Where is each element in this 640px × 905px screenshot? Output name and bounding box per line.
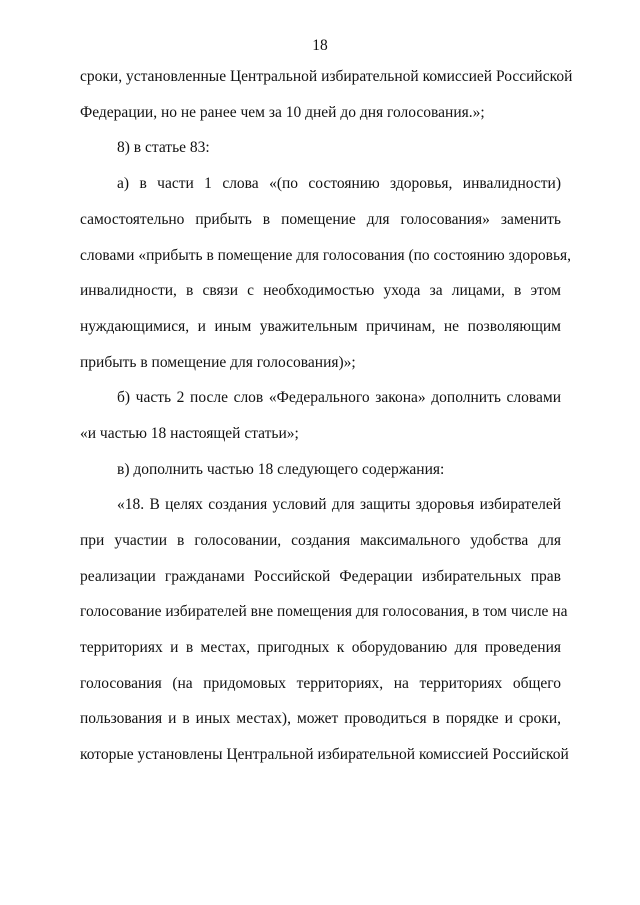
text-line-16: голосование избирателей вне помещения для голосования, в том числе на — [80, 603, 568, 620]
text-line-6: словами «прибыть в помещение для голосования (по состоянию здоровья, — [80, 247, 572, 264]
text-line-18: голосования (на придомовых территориях, на территориях общего — [80, 675, 561, 692]
text-line-2: Федерации, но не ранее чем за 10 дней до дня голосования.»; — [80, 104, 485, 121]
text-line-19: пользования и в иных местах), может проводиться в порядке и сроки, — [80, 710, 561, 727]
item-8-heading: 8) в статье 83: — [117, 139, 210, 156]
text-line-15: реализации гражданами Российской Федерации избирательных прав — [80, 568, 561, 585]
text-line-12: в) дополнить частью 18 следующего содержания: — [117, 461, 445, 478]
page-number: 18 — [312, 37, 328, 54]
text-line-20: которые установлены Центральной избирательной комиссией Российской — [80, 746, 569, 763]
text-line-11: «и частью 18 настоящей статьи»; — [80, 425, 299, 442]
text-line-14: при участии в голосовании, создания максимального удобства для — [80, 532, 561, 549]
text-line-1: сроки, установленные Центральной избирательной комиссией Российской — [80, 68, 573, 85]
text-line-8: нуждающимися, и иным уважительным причинам, не позволяющим — [80, 318, 561, 335]
text-line-7: инвалидности, в связи с необходимостью ухода за лицами, в этом — [80, 282, 561, 299]
text-line-5: самостоятельно прибыть в помещение для голосования» заменить — [80, 211, 561, 228]
text-line-4: а) в части 1 слова «(по состоянию здоровья, инвалидности) — [117, 175, 561, 192]
text-line-13: «18. В целях создания условий для защиты здоровья избирателей — [117, 496, 561, 513]
text-line-17: территориях и в местах, пригодных к оборудованию для проведения — [80, 639, 561, 656]
text-line-10: б) часть 2 после слов «Федерального закона» дополнить словами — [117, 389, 561, 406]
text-line-9: прибыть в помещение для голосования)»; — [80, 354, 356, 371]
